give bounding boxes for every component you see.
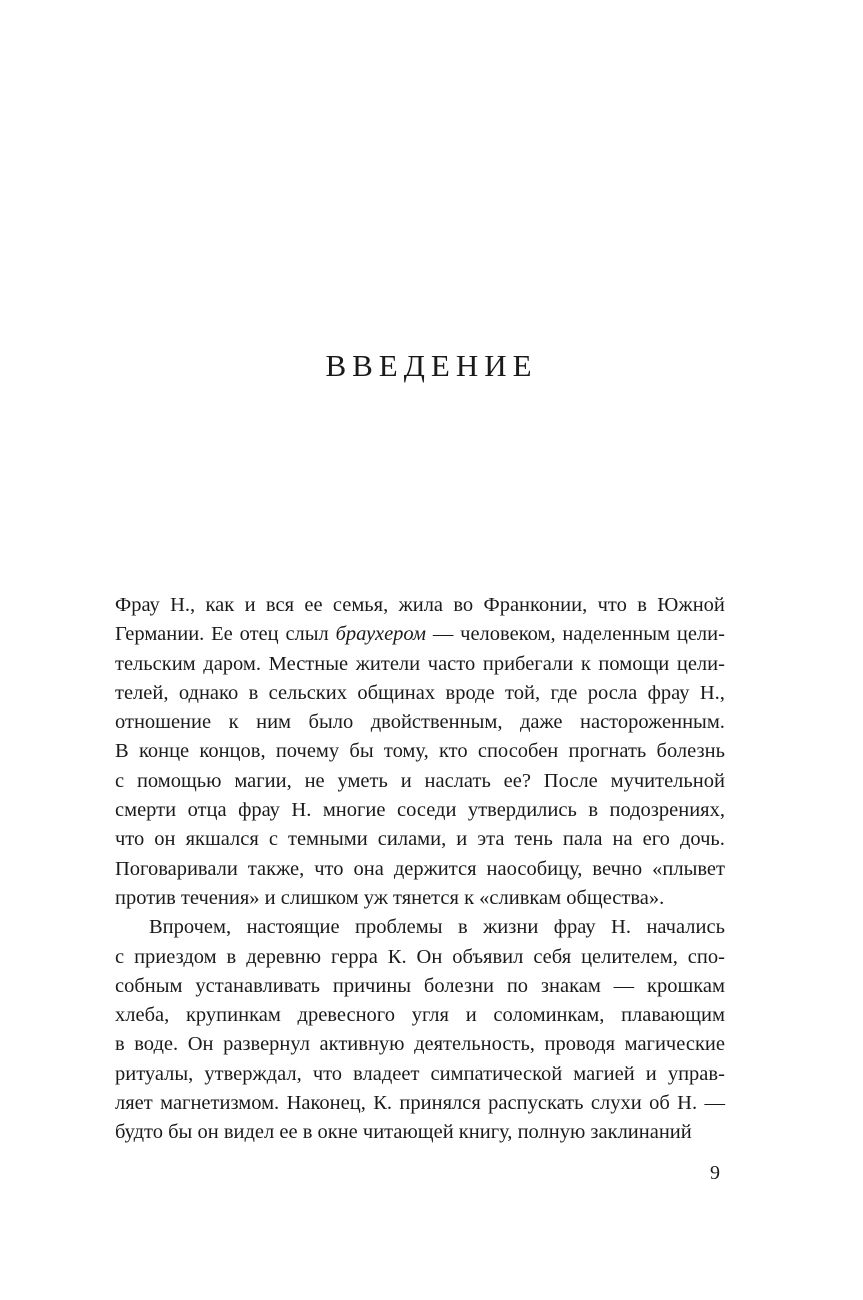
word: ляет	[115, 1092, 153, 1115]
word: распускать	[488, 1092, 584, 1115]
word: Франконии,	[483, 594, 588, 616]
text-line	[115, 825, 725, 854]
word: устанавливать	[195, 974, 320, 997]
text-line	[115, 1089, 725, 1118]
page-number: 9	[710, 1162, 720, 1184]
word: к	[580, 652, 591, 675]
word: себя	[533, 945, 572, 968]
word: болезни	[423, 974, 494, 997]
word: с	[115, 945, 125, 968]
word: многие	[322, 799, 386, 822]
word: Ее	[211, 623, 233, 646]
word: деревню	[246, 945, 322, 968]
paragraph	[115, 913, 725, 1147]
word: даже	[519, 711, 563, 734]
word: книгу,	[458, 1121, 513, 1144]
word: крошкам	[647, 974, 725, 997]
word: «сливкам	[479, 886, 562, 909]
word: в	[115, 1033, 125, 1056]
word: конце	[138, 740, 190, 763]
word: с	[115, 769, 125, 792]
word: магии,	[234, 769, 292, 792]
word: течения»	[180, 886, 260, 909]
word: почему	[275, 740, 340, 763]
word: помощи	[598, 652, 670, 675]
word: кто	[438, 740, 468, 763]
word: начались	[646, 916, 725, 939]
word: Н.,	[170, 594, 196, 616]
word: объявил	[452, 945, 524, 968]
word: вся	[265, 594, 294, 616]
word: Фрау	[115, 594, 160, 616]
word: также,	[247, 857, 305, 880]
word: силами,	[377, 828, 447, 851]
word: где	[550, 681, 578, 704]
word: в	[588, 799, 598, 822]
word: тельским	[115, 652, 196, 675]
word: активную	[319, 1033, 405, 1056]
word: в	[248, 681, 259, 704]
word: утвердились	[467, 799, 577, 822]
word: было	[308, 711, 354, 734]
word: Он	[187, 1033, 214, 1056]
word: и	[456, 828, 468, 851]
word: что	[312, 1062, 343, 1085]
text-line	[115, 913, 725, 942]
word: даром.	[203, 652, 262, 675]
word: с	[268, 828, 278, 851]
word: и	[264, 886, 276, 909]
word: концов,	[199, 740, 266, 763]
word: принялся	[399, 1092, 481, 1115]
word: фрау	[553, 916, 596, 939]
text-line	[115, 943, 725, 972]
word: управ-	[667, 1062, 725, 1085]
word: общества».	[566, 886, 665, 909]
word: воде.	[134, 1033, 179, 1056]
word: Н.	[611, 916, 631, 939]
word: настороженным.	[580, 711, 725, 734]
word: пала	[562, 828, 603, 851]
word: Германии.	[115, 623, 205, 646]
word: проводя	[544, 1033, 616, 1056]
word: слишком	[280, 886, 359, 909]
text-line	[115, 1060, 725, 1089]
word: об	[649, 1092, 670, 1115]
word: что	[115, 828, 145, 851]
word: наособицу,	[486, 857, 583, 880]
word: цели-	[676, 652, 725, 675]
word: часто	[427, 652, 476, 675]
word: владеет	[353, 1062, 420, 1085]
word: однако	[178, 681, 239, 704]
word: в	[637, 594, 647, 616]
word: его	[642, 828, 670, 851]
word: заклинаний	[590, 1121, 692, 1144]
paragraph	[115, 591, 725, 913]
word: В	[115, 740, 129, 763]
word: дочь.	[679, 828, 725, 851]
word: Впрочем,	[149, 916, 232, 939]
body-text	[115, 591, 725, 1148]
word: собным	[115, 974, 183, 997]
word: жила	[398, 594, 444, 616]
word: в	[226, 945, 237, 968]
word: якшался	[185, 828, 259, 851]
word: соломинкам,	[493, 1004, 605, 1027]
word: двойственным,	[370, 711, 503, 734]
word: угля	[411, 1004, 449, 1027]
word: против	[115, 886, 176, 909]
word: бы	[168, 1121, 193, 1144]
word: крупинкам	[185, 1004, 281, 1027]
text-line	[115, 767, 725, 796]
word: прибегали	[482, 652, 574, 675]
word: —	[704, 1092, 725, 1115]
word: что	[597, 594, 627, 616]
word: После	[543, 769, 598, 792]
word: ее	[279, 1121, 298, 1144]
word: он	[154, 828, 176, 851]
word: магией	[573, 1062, 635, 1085]
text-line	[115, 679, 725, 708]
text-line	[115, 796, 725, 825]
word: К.	[387, 945, 407, 968]
text-line	[115, 737, 725, 766]
word: плавающим	[621, 1004, 725, 1027]
word: отношение	[115, 711, 212, 734]
word: жители	[355, 652, 421, 675]
word: симпатической	[430, 1062, 563, 1085]
word: древесного	[297, 1004, 395, 1027]
word: смерти	[115, 799, 177, 822]
word: и	[244, 594, 256, 616]
word: спо-	[687, 945, 725, 968]
word: человеком,	[460, 623, 556, 646]
word: магические	[624, 1033, 725, 1056]
word: мучительной	[610, 769, 725, 792]
word: настоящие	[246, 916, 340, 939]
word: магнетизмом.	[160, 1092, 280, 1115]
word: не	[304, 769, 325, 792]
word: окне	[317, 1121, 358, 1144]
word: Н.,	[699, 681, 725, 704]
word: уметь	[337, 769, 388, 792]
word: полную	[517, 1121, 586, 1144]
word: хлеба,	[115, 1004, 170, 1027]
word: Он	[416, 945, 443, 968]
word: Н.	[291, 799, 312, 822]
text-line	[115, 1118, 725, 1147]
word: к	[228, 711, 239, 734]
word: в	[302, 1121, 313, 1144]
word: способен	[477, 740, 559, 763]
word: она	[353, 857, 384, 880]
word: проблемы	[355, 916, 443, 939]
word: наделенным	[562, 623, 671, 646]
word: —	[432, 623, 454, 646]
word: Наконец,	[286, 1092, 366, 1115]
word: фрау	[647, 681, 690, 704]
word: семья,	[332, 594, 389, 616]
word: слухи	[590, 1092, 642, 1115]
word: прогнать	[568, 740, 647, 763]
word: соседи	[396, 799, 457, 822]
text-line	[115, 1030, 725, 1059]
word: тому,	[383, 740, 429, 763]
word: приездом	[134, 945, 217, 968]
text-line	[115, 884, 725, 913]
word: утверждал,	[204, 1062, 302, 1085]
word: герра	[330, 945, 378, 968]
word: болезнь	[656, 740, 725, 763]
word: деятельность,	[414, 1033, 535, 1056]
word: будто	[115, 1121, 163, 1144]
word: читающей	[362, 1121, 454, 1144]
word: что	[314, 857, 344, 880]
word: как	[205, 594, 235, 616]
word: тень	[514, 828, 553, 851]
word: видел	[223, 1121, 275, 1144]
word: К.	[373, 1092, 393, 1115]
word: по	[506, 974, 529, 997]
word: целителем,	[581, 945, 678, 968]
word: телей,	[115, 681, 169, 704]
word: к	[464, 886, 475, 909]
word: слыл	[285, 623, 329, 646]
text-line	[115, 620, 725, 649]
word: вечно	[592, 857, 643, 880]
text-line	[115, 855, 725, 884]
word: развернул	[223, 1033, 310, 1056]
word: Местные	[268, 652, 349, 675]
word: уж	[363, 886, 388, 909]
word: и	[465, 1004, 477, 1027]
word: росла	[587, 681, 638, 704]
word: на	[612, 828, 633, 851]
word: наслать	[424, 769, 491, 792]
word: «плывет	[652, 857, 725, 880]
text-line	[115, 591, 725, 620]
word: отец	[239, 623, 279, 646]
word: подозрениях,	[609, 799, 725, 822]
word: причины	[332, 974, 412, 997]
text-line	[115, 1001, 725, 1030]
word: и	[645, 1062, 657, 1085]
word: эта	[477, 828, 505, 851]
word: он	[197, 1121, 219, 1144]
word: фрау	[238, 799, 280, 822]
word: отца	[187, 799, 227, 822]
word: вроде	[445, 681, 495, 704]
word: во	[453, 594, 474, 616]
text-line	[115, 708, 725, 737]
word: общинах	[357, 681, 436, 704]
word: Поговаривали	[115, 857, 238, 880]
word: бы	[349, 740, 374, 763]
word: тянется	[393, 886, 459, 909]
word: ритуалы,	[115, 1062, 194, 1085]
chapter-title: ВВЕДЕНИЕ	[325, 348, 538, 383]
word: ним	[256, 711, 292, 734]
word: темными	[288, 828, 368, 851]
word: в	[457, 916, 468, 939]
word: той,	[505, 681, 541, 704]
word: —	[613, 974, 635, 997]
word: Н.	[677, 1092, 698, 1115]
word: знакам	[540, 974, 601, 997]
word: ее?	[503, 769, 531, 792]
text-line	[115, 972, 725, 1001]
word: жизни	[483, 916, 539, 939]
word: Южной	[657, 594, 725, 616]
word: ее	[304, 594, 323, 616]
word: браухером	[335, 623, 426, 646]
word: сельских	[268, 681, 347, 704]
word: помощью	[136, 769, 222, 792]
word: цели-	[676, 623, 725, 646]
text-line	[115, 650, 725, 679]
word: и	[400, 769, 412, 792]
word: держится	[393, 857, 477, 880]
